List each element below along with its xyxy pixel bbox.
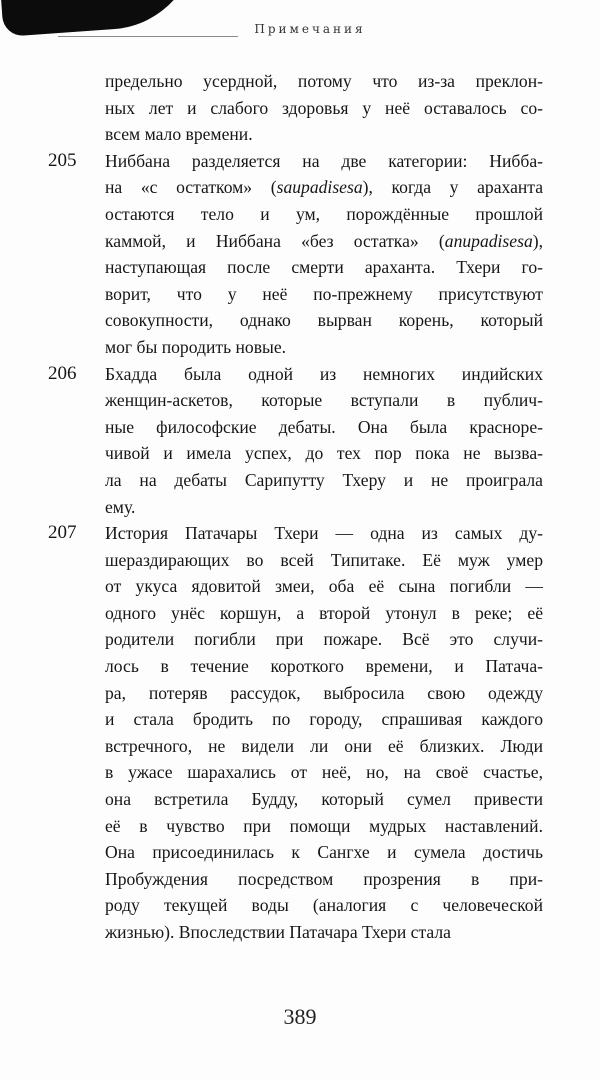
note-text-line: остаются тело и ум, порождённые прошлой [105, 203, 543, 224]
note-number: 205 [48, 149, 77, 171]
running-head: Примечания [254, 22, 366, 36]
note-text-line: и стала бродить по городу, спрашивая каждого [105, 709, 543, 730]
note-text-line: История Патачары Тхери — одна из самых ду- [105, 523, 543, 544]
note-text-line: от укуса ядовитой змеи, оба её сына погибли — [105, 576, 543, 597]
note-text-line: Бхадда была одной из немногих индийских [105, 363, 543, 384]
note-text-line: на «с остатком» (saupadisesa), когда у араханта [105, 177, 544, 198]
note-text-line: совокупности, однако вырван корень, который [105, 310, 543, 331]
note-item [0, 361, 600, 521]
note-text-line: лось в течение короткого времени, и Патача- [105, 656, 543, 677]
note-text-line: в ужасе шарахались от неё, но, на своё счастье, [105, 762, 543, 783]
note-text-line: родители погибли при пожаре. Всё это случи- [105, 629, 543, 650]
note-text-line: женщин-аскетов, которые вступали в публич- [105, 390, 543, 411]
header-rule [58, 36, 238, 37]
note-text-line: Она присоединилась к Сангхе и сумела достичь [105, 842, 543, 863]
note-text-line: предельно усердной, потому что из-за преклон- [105, 71, 543, 91]
note-item [0, 68, 600, 148]
note-text-line: жизнью). Впоследствии Патачара Тхери стала [105, 922, 451, 942]
note-text-line: наступающая после смерти араханта. Тхери го- [105, 257, 543, 278]
notes-list [0, 68, 600, 946]
note-text-line: ворит, что у неё по-прежнему присутствуют [105, 283, 543, 304]
note-text-line: ему. [105, 496, 136, 517]
note-text-line: одного унёс коршун, а второй утонул в реке; её [105, 602, 543, 623]
note-text-line: каммой, и Ниббана «без остатка» (anupadisesa), [105, 230, 543, 251]
note-text-line: её в чувство при помощи мудрых наставлений. [105, 815, 543, 836]
note-number: 207 [48, 522, 77, 544]
note-text-line: всем мало времени. [105, 124, 253, 145]
note-text-line: чивой и имела успех, до тех пор пока не вызва- [105, 443, 543, 464]
note-number: 206 [48, 362, 77, 384]
note-text-line: ра, потеряв рассудок, выбросила свою одежду [105, 682, 543, 703]
note-text-line: встречного, не видели ли они её близких. Люди [105, 735, 543, 756]
page-number: 389 [283, 1004, 317, 1029]
note-text-line: Пробуждения посредством прозрения в при- [105, 868, 543, 889]
note-text-line: мог бы породить новые. [105, 336, 287, 357]
note-text-line: ные философские дебаты. Она была красноре- [105, 416, 543, 437]
note-text-line: ных лет и слабого здоровья у неё оставалось со- [105, 97, 543, 118]
note-item [0, 520, 600, 946]
note-text-line: шераздирающих во всей Типитаке. Её муж умер [105, 549, 543, 570]
note-text-line: ла на дебаты Сарипутту Тхеру и не проиграла [105, 469, 543, 490]
note-item [0, 148, 600, 361]
note-text-line: Ниббана разделяется на две категории: Нибба- [105, 150, 543, 171]
note-text-line: она встретила Будду, который сумел привести [105, 789, 543, 810]
note-text-line: роду текущей воды (аналогия с человеческой [105, 895, 543, 916]
